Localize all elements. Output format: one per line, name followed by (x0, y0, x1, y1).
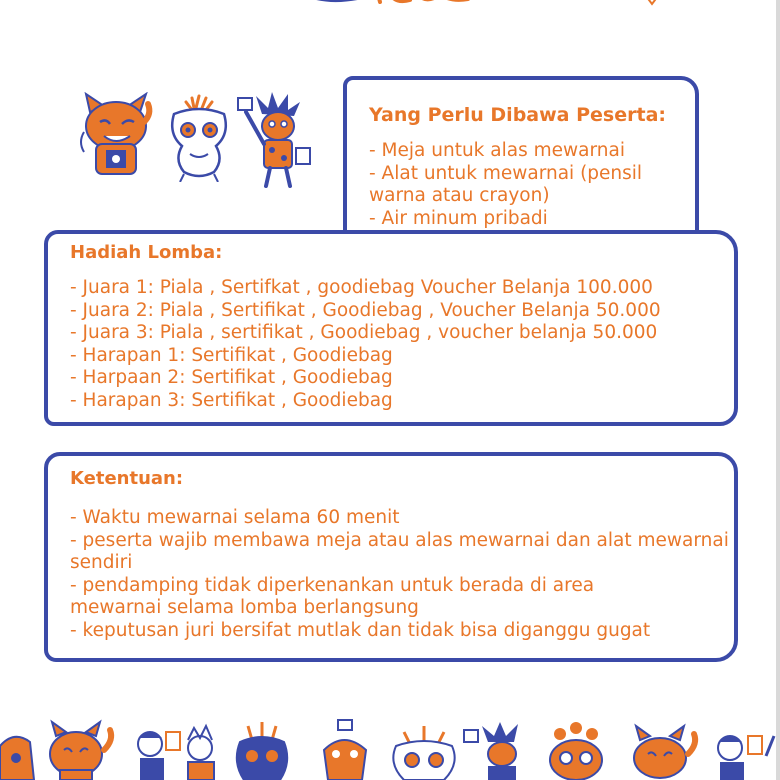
footer-illustrations (0, 716, 780, 780)
hadiah-item-5: - Harpaan 2: Sertifikat , Goodiebag (70, 367, 393, 388)
ketentuan-item-3: - pendamping tidak diperkenankan untuk berada di area mewarnai selama lomba berlangsung (70, 574, 595, 618)
hadiah-item-1: - Juara 1: Piala , Sertifkat , goodiebag Voucher Belanja 100.000 (70, 277, 653, 298)
lucky-cat-icon (50, 722, 111, 780)
girl-reading-icon (138, 732, 180, 780)
event-logo-icon (300, 0, 680, 14)
flower-face-icon (550, 722, 602, 780)
hadiah-item-2: - Juara 2: Piala , Sertifikat , Goodiebag , Voucher Belanja 50.000 (70, 299, 661, 321)
cat-icon (0, 737, 34, 780)
hadiah-item-4: - Harapan 1: Sertifikat , Goodiebag (70, 344, 393, 366)
ketentuan-item-2: - peserta wajib membawa meja atau alas mewarnai dan alat mewarnai sendiri (70, 529, 729, 573)
hadiah-title: Hadiah Lomba: (70, 242, 223, 263)
hadiah-item-3: - Juara 3: Piala , sertifikat , Goodiebag , voucher belanja 50.000 (70, 322, 658, 343)
peserta-item-2: - Alat untuk mewarnai (pensil warna atau crayon) (369, 162, 643, 206)
girl-reading-icon-2 (718, 736, 774, 780)
spiky-figure-icon (464, 722, 518, 780)
ketentuan-item-1: - Waktu mewarnai selama 60 menit (70, 507, 400, 528)
owl-mask-icon (393, 726, 454, 780)
peserta-title: Yang Perlu Dibawa Peserta: (369, 104, 666, 126)
spiky-hair-figure-icon (236, 92, 316, 188)
lucky-cat-icon (78, 92, 156, 180)
mask-face-icon (168, 94, 230, 182)
mask-face-icon (237, 722, 287, 780)
lucky-cat-icon-2 (634, 726, 695, 778)
ketentuan-item-4: - keputusan juri bersifat mutlak dan tidak bisa diganggu gugat (70, 619, 651, 641)
ketentuan-box (44, 452, 738, 662)
ketentuan-title: Ketentuan: (70, 468, 184, 489)
peserta-item-1: - Meja untuk alas mewarnai (369, 140, 625, 161)
hadiah-box (44, 230, 738, 426)
page-edge (776, 0, 780, 780)
peserta-item-3: - Air minum pribadi (369, 207, 548, 229)
goat-figure-icon (324, 720, 366, 780)
spiky-hair-figure-icon (188, 726, 214, 780)
hadiah-item-6: - Harapan 3: Sertifikat , Goodiebag (70, 389, 393, 411)
